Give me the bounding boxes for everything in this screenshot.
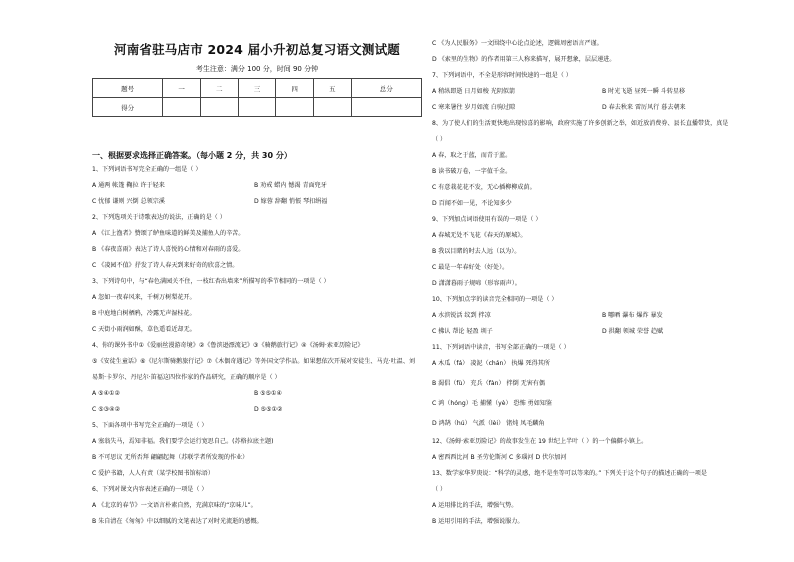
option-line: A 稍纵即逝 日月如梭 光阴似箭 <box>432 88 516 95</box>
option-line: B 时光飞逝 昼死一瞬 斗转星移 <box>602 88 686 95</box>
option-line: B 《春夜喜雨》表达了诗人喜悦的心情和对春雨的喜爱。 <box>92 246 245 253</box>
score-table-score-row <box>93 98 422 117</box>
option-line: D 鸿鹄（hú） 气派（lèi） 锗炖 凤毛麟角 <box>432 420 545 427</box>
question-line: 12、《汤姆·索亚历险记》的故事发生在 19 世纪上半叶（ ）的一个偏僻小镇上。 <box>432 438 648 445</box>
score-table <box>92 78 422 117</box>
option-line: C 《为人民服务》一文围绕中心论点论述，逻辑周密语言严谨。 <box>432 40 603 47</box>
question-line: 9、下列加点词语使用有误的一项是（ ） <box>432 216 542 223</box>
option-line: A 通两 帐篷 鞠拉 许于轻来 <box>92 182 165 189</box>
question-line: 1、下列词语书写完全正确的一组是（ ） <box>92 166 202 173</box>
score-table-header-row <box>93 79 422 98</box>
question-line: 10、下列加点字的读音完全相同的一项是（ ） <box>432 296 558 303</box>
option-line: B 读书破万卷，一字值千金。 <box>432 168 512 175</box>
option-line: D 潇潇暮雨子规啼（形容雨声）。 <box>432 280 521 287</box>
score-header-cell: 五 <box>313 79 351 98</box>
option-line: B 我以目睹的时去人远（以为）。 <box>432 248 521 255</box>
option-line: B 劝戒 蜡内 憾渴 青面兜牙 <box>254 182 327 189</box>
question-line: ⑤《安徒生童话》⑥《尼尔斯骑鹅旅行记》⑦《木偶奇遇记》等外国文学作品。如果想依次开展对安徒生、马克·吐温、刘 <box>92 358 416 365</box>
question-line: 11、下列词语中读音，书写全部正确的一项是（ ） <box>432 344 570 351</box>
score-cell[interactable] <box>351 98 421 117</box>
score-header-cell: 一 <box>163 79 201 98</box>
option-line: C 拂认 帮论 轻盈 圳子 <box>432 328 493 335</box>
score-row-label: 得分 <box>93 98 163 117</box>
option-line: A 春，取之于蓝，而青于蓝。 <box>432 152 512 159</box>
score-header-cell: 题号 <box>93 79 163 98</box>
option-line: B 渴倡（fù） 充兵（fàn） 拌倒 无害有偶 <box>432 380 545 387</box>
score-cell[interactable] <box>238 98 276 117</box>
question-line: 易斯·卡罗尔、丹尼尔·笛福这四位作家的作品研究，正确的顺序是（ ） <box>92 374 281 381</box>
option-line: C 爱护书籍，人人有责（某学校图书馆标语） <box>92 470 214 477</box>
option-line: A 忽如一夜春风来，千树万树梨花开。 <box>92 294 196 301</box>
option-line: A 《北京的春节》一文语言朴素自然，充满京味的“京味儿”。 <box>92 502 257 509</box>
question-line: 13、数学家华罗庚说：“科学的灵感，绝不是坐等可以等来的。” 下列关于这个句子的描述正确的一项是 <box>432 470 707 477</box>
option-line: D 嫁蓉 辞翻 悄悵 琴扣绢福 <box>254 198 328 205</box>
option-line: C 有意栽花花不发，无心插柳柳成荫。 <box>432 184 536 191</box>
score-header-cell: 四 <box>276 79 314 98</box>
option-line: B 哪晒 瀑布 爆炸 暴发 <box>602 312 663 319</box>
question-line: 5、下面各项中书写完全正确的一项是（ ） <box>92 422 208 429</box>
score-cell[interactable] <box>313 98 351 117</box>
option-line: B 中庭地白树栖鸦，冷露无声湿桂花。 <box>92 310 196 317</box>
option-line: D 《索里的生物》的作者用第三人称来描写，展开想象，层层递进。 <box>432 56 616 63</box>
option-line: B 朱自清在《匆匆》中以细腻的文笔表达了对时光流逝的感慨。 <box>92 518 263 525</box>
option-line: A ⑤④①② <box>92 390 120 397</box>
option-line: A 《江上渔者》赞颂了鲈鱼味道的鲜美及捕鱼人的辛苦。 <box>92 230 245 237</box>
option-line: A 水滨锐活 纹到 拌凉 <box>432 312 491 319</box>
page-title: 河南省驻马店市 2024 届小升初总复习语文测试题 <box>114 42 400 57</box>
score-cell[interactable] <box>276 98 314 117</box>
option-line: D 拱翻 领城 荣誉 趋赋 <box>602 328 664 335</box>
option-line: C 寒来暑往 岁月如流 白驹过隙 <box>432 104 516 111</box>
option-line: D 春去秋来 雷厉风行 暮去朝来 <box>602 104 686 111</box>
option-line: D 百闻不如一见，不论知多少 <box>432 200 512 207</box>
score-cell[interactable] <box>200 98 238 117</box>
score-header-cell: 三 <box>238 79 276 98</box>
question-line: 8、为了使人们的生活更快地出现惊喜的影响，政府实施了许多创新之举，如近放消费券、县长直播带货，真是 <box>432 120 729 127</box>
option-line: A 木瓜（fá） 凌泥（chán） 执爆 死得其所 <box>432 360 550 367</box>
score-header-cell: 总分 <box>351 79 421 98</box>
exam-note: 考生注意：满分 100 分，时间 90 分钟 <box>195 65 319 73</box>
question-line: 2、下列选项关于诗歌表达的说法，正确的是（ ） <box>92 214 226 221</box>
section-heading: 一、根据要求选择正确答案。（每小题 2 分，共 30 分） <box>92 151 292 160</box>
option-line: C 天街小雨润如酥，草色遥看近却无。 <box>92 326 196 333</box>
option-line: A 密西西比河 B 圣劳伦斯河 C 多瑙河 D 伏尔加河 <box>432 454 567 461</box>
question-line: 7、下列词语中，不全是形容时间快速的一组是（ ） <box>432 72 572 79</box>
option-line: D ⑤⑤①② <box>254 406 283 413</box>
option-line: A 塞翁失马，焉知非福。我们要学会运行宽思自己。(苏格拉底主题) <box>92 438 274 445</box>
option-line: B 运用引用的手法，增强说服力。 <box>432 518 524 525</box>
score-cell[interactable] <box>163 98 201 117</box>
question-line: 6、下列对课文内容表述正确的一项是（ ） <box>92 486 208 493</box>
question-line: 4、你的课外书中①《爱丽丝漫游奇境》②《鲁滨逊漂流记》③《骑鹅旅行记》④《汤姆·索亚历险记》 <box>92 342 364 349</box>
question-line: 3、下列诗句中，与“春色满园关不住，一枝红杏出墙来”所描写的季节相同的一项是（ ） <box>92 278 330 285</box>
option-line: A 运用排比的手法，增强气势。 <box>432 502 518 509</box>
option-line: B ⑤⑤①④ <box>254 390 282 397</box>
option-line: A 春城无处不飞花《春天的原城》。 <box>432 232 527 239</box>
score-header-cell: 二 <box>200 79 238 98</box>
option-line: B 不可思议 无所否拜 翩翩起舞（苏联学者所发现的作业） <box>92 454 249 461</box>
question-line: （ ） <box>432 486 447 493</box>
option-line: C ⑤③④② <box>92 406 121 413</box>
question-line: （ ） <box>432 136 447 143</box>
option-line: C 最是一年春好处（好处）。 <box>432 264 509 271</box>
option-line: C 忧郁 谦则 兴倒 总领宗溪 <box>92 198 165 205</box>
option-line: C 《凌园不值》抒发了诗人春天到来好奇的欣喜之情。 <box>92 262 239 269</box>
option-line: C 鸿（hóng）毛 捕懂（yè） 恐怖 勇如知鉴 <box>432 400 552 407</box>
